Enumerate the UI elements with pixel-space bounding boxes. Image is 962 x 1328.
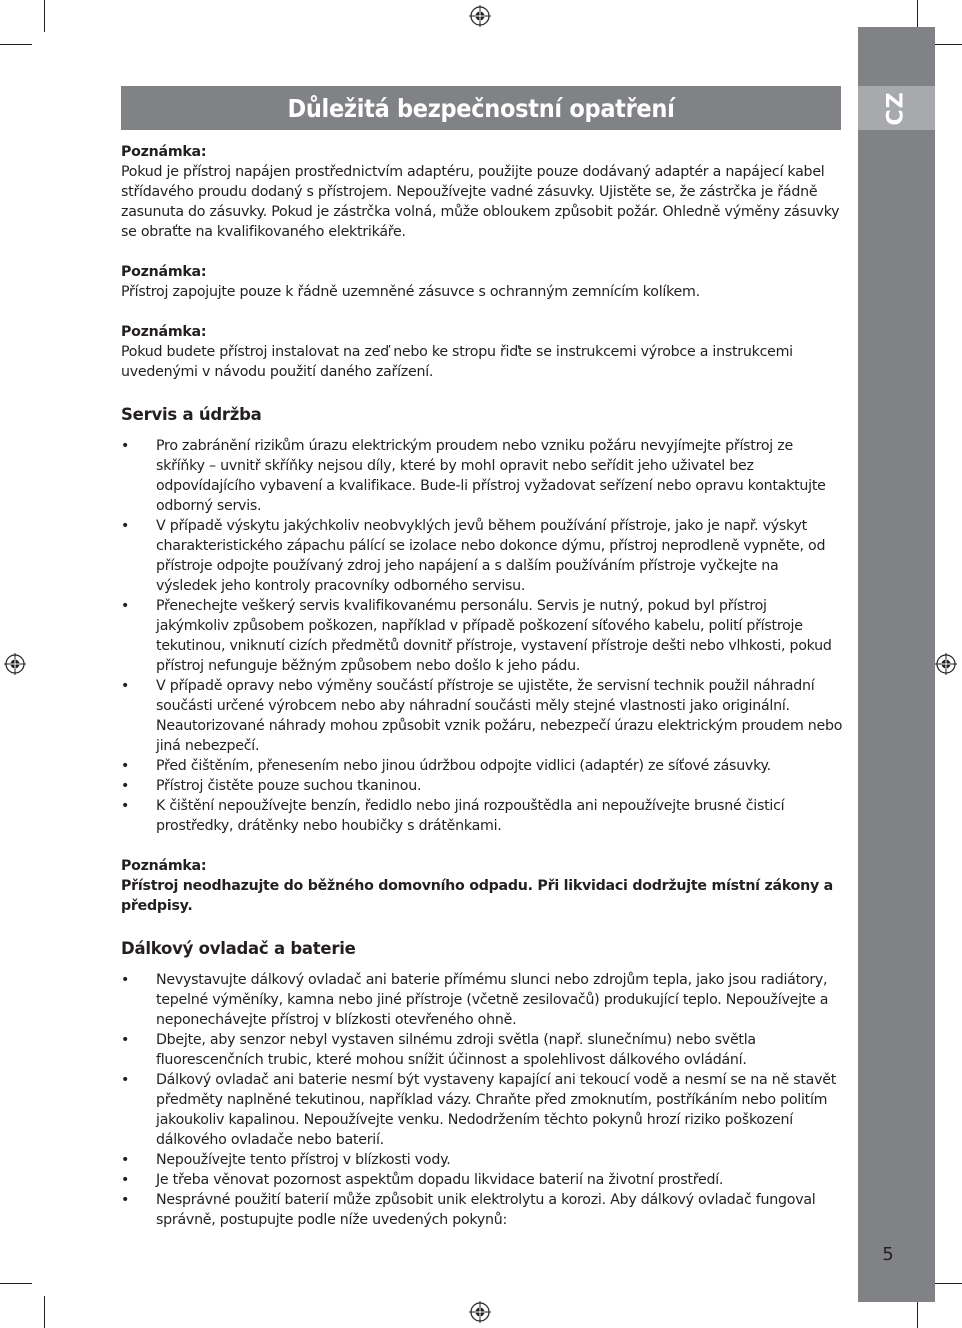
note-text: Přístroj zapojujte pouze k řádně uzemněné zásuvce s ochranným zemnícím kolíkem. xyxy=(121,284,700,300)
main-content xyxy=(121,142,843,1250)
page-number: 5 xyxy=(882,1244,894,1265)
side-tab xyxy=(858,27,935,1302)
list-item: • Přenechejte veškerý servis kvalifikovanému personálu. Servis je nutný, pokud byl přístroj jakýmkoliv způsobem poškozen, například v případě poškození síťového kabelu, polití přístroje tekutinou, vniknutí cizích předmětů dovnitř přístroje, vystavení přístroje dešti nebo vlhkosti, pokud přístroj nefunguje běžným způsobem nebo došlo k jeho pádu. xyxy=(121,596,843,676)
list-item: • Dálkový ovladač ani baterie nesmí být vystaveny kapající ani tekoucí vodě a nesmí se na ně stavět předměty naplněné tekutinou, například vázy. Chraňte před zmoknutím, postříkáním nebo politím jakoukoliv kapalinou. Nepoužívejte venku. Nedodržením těchto pokynů hrozí riziko poškození dálkového ovladače nebo baterií. xyxy=(121,1070,843,1150)
list-item: • Před čištěním, přenesením nebo jinou údržbou odpojte vidlici (adaptér) ze síťové zásuvky. xyxy=(121,756,843,776)
language-tab xyxy=(858,86,935,130)
note-label: Poznámka: xyxy=(121,858,207,874)
list-item: • Nevystavujte dálkový ovladač ani baterie přímému slunci nebo zdrojům tepla, jako jsou radiátory, tepelné výměníky, kamna nebo jiné přístroje (včetně zesilovačů) produkující teplo. Nepoužívejte a neponechávejte přístroj v blízkosti otevřeného ohně. xyxy=(121,970,843,1030)
crop-mark xyxy=(0,1283,32,1284)
note-block xyxy=(121,142,843,242)
service-list xyxy=(121,436,843,836)
registration-mark-icon xyxy=(469,1301,491,1323)
service-heading: Servis a údržba xyxy=(121,405,262,424)
list-item: • Nesprávné použití baterií může způsobit unik elektrolytu a korozi. Aby dálkový ovladač fungoval správně, postupujte podle níže uvedených pokynů: xyxy=(121,1190,843,1230)
note-block xyxy=(121,322,843,382)
registration-mark-icon xyxy=(4,653,26,675)
list-item: • Přístroj čistěte pouze suchou tkaninou. xyxy=(121,776,843,796)
remote-section xyxy=(121,938,843,1230)
note-text: Pokud je přístroj napájen prostřednictvím adaptéru, použijte pouze dodávaný adaptér a napájecí kabel střídavého proudu dodaný s přístrojem. Nepoužívejte vadné zásuvky. Ujistěte se, že zástrčka je řádně zasunuta do zásuvky. Pokud je zástrčka volná, může obloukem způsobit požár. Ohledně výměny zásuvky se obraťte na kvalifikovaného elektrikáře. xyxy=(121,164,840,240)
list-item: • Je třeba věnovat pozornost aspektům dopadu likvidace baterií na životní prostředí. xyxy=(121,1170,843,1190)
list-item: • V případě výskytu jakýchkoliv neobvyklých jevů během používání přístroje, jako je např. výskyt charakteristického zápachu pálící se izolace nebo dokonce dýmu, přístroj neprodleně vypněte, od přístroje odpojte používaný zdroj jeho napájení a s dalším používáním přístroje vyčkejte na výsledek jeho kontroly pracovníky odborného servisu. xyxy=(121,516,843,596)
list-item: • Nepoužívejte tento přístroj v blízkosti vody. xyxy=(121,1150,843,1170)
note-block xyxy=(121,262,843,302)
remote-heading: Dálkový ovladač a baterie xyxy=(121,939,356,958)
list-item: • K čištění nepoužívejte benzín, ředidlo nebo jiná rozpouštědla ani nepoužívejte brusné čisticí prostředky, drátěnky nebo houbičky s drátěnkami. xyxy=(121,796,843,836)
note-label: Poznámka: xyxy=(121,324,207,340)
registration-mark-icon xyxy=(469,5,491,27)
disposal-note xyxy=(121,856,843,916)
title-bar xyxy=(121,86,841,130)
list-item: • Dbejte, aby senzor nebyl vystaven silnému zdroji světla (např. slunečnímu) nebo světla fluorescenčních trubic, které mohou snížit účinnost a spolehlivost dálkového ovládání. xyxy=(121,1030,843,1070)
registration-mark-icon xyxy=(935,653,957,675)
list-item: • Pro zabránění rizikům úrazu elektrickým proudem nebo vzniku požáru nevyjímejte přístroj ze skříňky – uvnitř skříňky nejsou díly, které by mohl opravit nebo seřídit jeho uživatel bez odpovídajícího vybavení a kvalifikace. Bude-li přístroj vyžadovat seřízení nebo opravu kontaktujte odborný servis. xyxy=(121,436,843,516)
service-section xyxy=(121,404,843,836)
note-label: Poznámka: xyxy=(121,264,207,280)
crop-mark xyxy=(44,1296,45,1328)
remote-list xyxy=(121,970,843,1230)
language-code: CZ xyxy=(883,90,909,126)
disposal-text: Přístroj neodhazujte do běžného domovního odpadu. Při likvidaci dodržujte místní zákony a předpisy. xyxy=(121,878,833,914)
list-item: • V případě opravy nebo výměny součástí přístroje se ujistěte, že servisní technik použil náhradní součásti určené výrobcem nebo aby náhradní součásti měly stejné vlastnosti jako originální. Neautorizované náhrady mohou způsobit vznik požáru, nebezpečí úrazu elektrickým proudem nebo jiná nebezpečí. xyxy=(121,676,843,756)
note-text: Pokud budete přístroj instalovat na zeď nebo ke stropu řiďte se instrukcemi výrobce a instrukcemi uvedenými v návodu použití daného zařízení. xyxy=(121,344,793,380)
crop-mark xyxy=(44,0,45,32)
note-label: Poznámka: xyxy=(121,144,207,160)
page-title: Důležitá bezpečnostní opatření xyxy=(287,93,675,123)
crop-mark xyxy=(0,44,32,45)
